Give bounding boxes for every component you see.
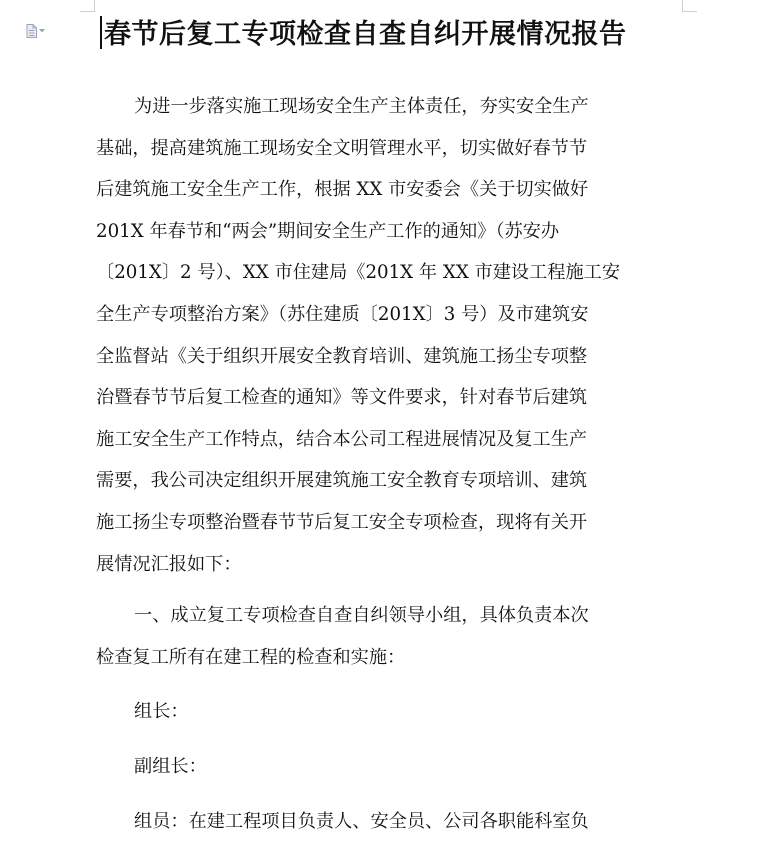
text-cursor xyxy=(100,16,102,49)
paragraph-line: 基础，提高建筑施工现场安全文明管理水平，切实做好春节节 xyxy=(96,128,672,170)
paragraph-line: 全生产专项整治方案》（苏住建质〔201X〕3 号）及市建筑安 xyxy=(96,294,672,336)
document-icon xyxy=(26,24,37,38)
paragraph-line: 需要，我公司决定组织开展建筑施工安全教育专项培训、建筑 xyxy=(96,460,672,502)
document-body[interactable] xyxy=(96,86,672,842)
deputy-leader-line: 副组长： xyxy=(96,746,672,788)
paragraph-line: 展情况汇报如下： xyxy=(96,544,672,586)
paragraph-line: 〔201X〕2 号）、XX 市住建局《201X 年 XX 市建设工程施工安 xyxy=(96,252,672,294)
document-title[interactable]: 春节后复工专项检查自查自纠开展情况报告 xyxy=(104,12,627,51)
section-heading-line: 检查复工所有在建工程的检查和实施： xyxy=(96,637,672,679)
members-line: 组员：在建工程项目负责人、安全员、公司各职能科室负 xyxy=(96,801,672,842)
chevron-down-icon xyxy=(39,29,45,33)
section-heading-line: 一、成立复工专项检查自查自纠领导小组，具体负责本次 xyxy=(96,595,672,637)
paragraph-options-button[interactable] xyxy=(26,23,48,39)
margin-corner-mark xyxy=(80,0,95,12)
paragraph-line: 施工扬尘专项整治暨春节节后复工安全专项检查，现将有关开 xyxy=(96,502,672,544)
paragraph-line: 施工安全生产工作特点，结合本公司工程进展情况及复工生产 xyxy=(96,419,672,461)
paragraph-line: 后建筑施工安全生产工作，根据 XX 市安委会《关于切实做好 xyxy=(96,169,672,211)
paragraph-line: 201X 年春节和“两会”期间安全生产工作的通知》（苏安办 xyxy=(96,211,672,253)
paragraph-line: 治暨春节节后复工检查的通知》等文件要求，针对春节后建筑 xyxy=(96,377,672,419)
margin-corner-mark xyxy=(682,0,697,12)
paragraph-line: 为进一步落实施工现场安全生产主体责任，夯实安全生产 xyxy=(96,86,672,128)
leader-line: 组长： xyxy=(96,691,672,733)
paragraph-line: 全监督站《关于组织开展安全教育培训、建筑施工扬尘专项整 xyxy=(96,336,672,378)
